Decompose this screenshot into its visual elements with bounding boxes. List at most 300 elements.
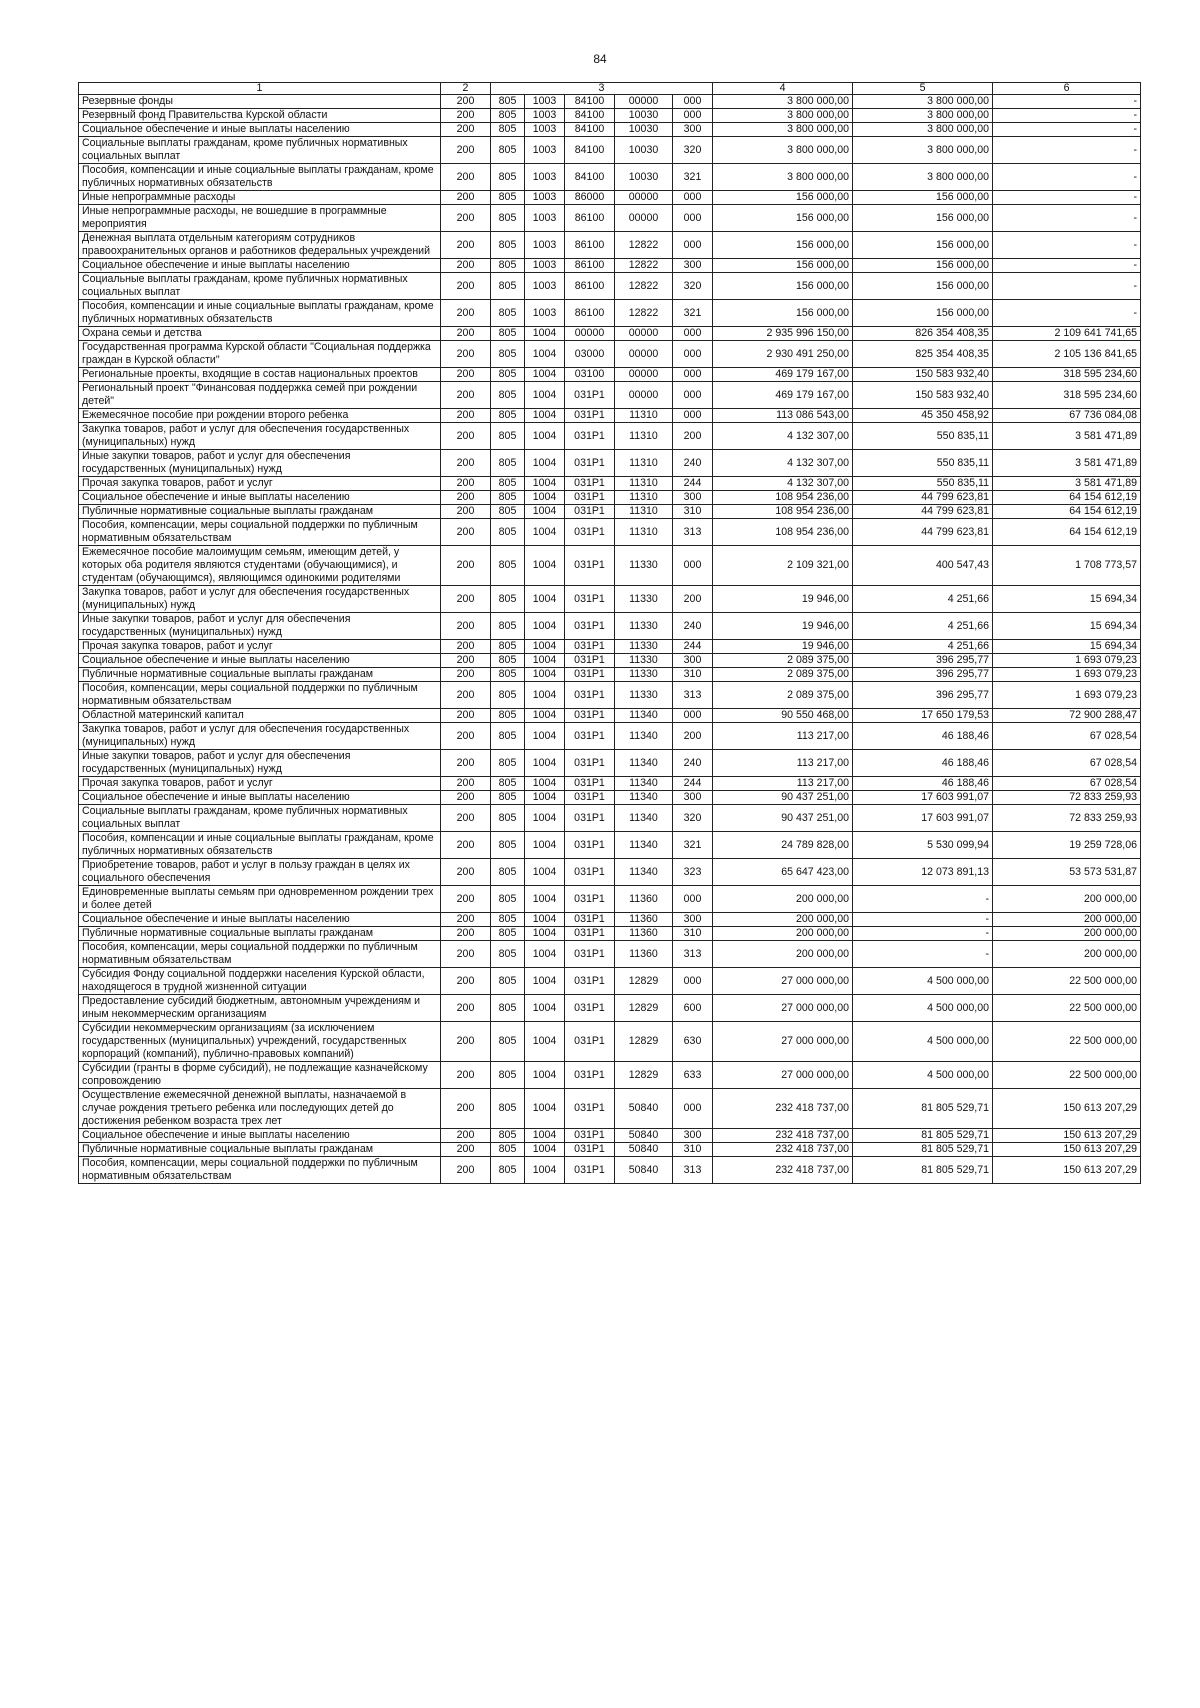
code-cell: 1003 [525,164,565,191]
code-cell: 600 [673,995,713,1022]
code-cell: 000 [673,546,713,586]
code-cell: 12822 [615,273,673,300]
amount-cell: 200 000,00 [713,927,853,941]
table-row [79,859,1141,886]
code-cell: 200 [673,423,713,450]
amount-cell: 19 946,00 [713,613,853,640]
code-cell: 11310 [615,409,673,423]
code-cell: 1004 [525,1157,565,1184]
code-cell: 000 [673,409,713,423]
code-cell: 805 [491,191,525,205]
code-cell: 1003 [525,137,565,164]
code-cell: 300 [673,913,713,927]
row-name-cell: Социальные выплаты гражданам, кроме публичных нормативных социальных выплат [79,137,441,164]
amount-cell: 113 217,00 [713,777,853,791]
code-cell: 031P1 [565,723,615,750]
amount-cell: 396 295,77 [853,682,993,709]
amount-cell: 550 835,11 [853,450,993,477]
code-cell: 805 [491,232,525,259]
code-cell: 805 [491,654,525,668]
code-cell: 310 [673,927,713,941]
code-cell: 300 [673,491,713,505]
row-name-cell: Пособия, компенсации, меры социальной поддержки по публичным нормативным обязательствам [79,1157,441,1184]
table-row [79,1062,1141,1089]
code-cell: 1004 [525,995,565,1022]
table-row [79,191,1141,205]
amount-cell: 72 833 259,93 [993,791,1141,805]
row-name-cell: Социальное обеспечение и иные выплаты населению [79,123,441,137]
code-cell: 84100 [565,137,615,164]
code-cell: 000 [673,327,713,341]
amount-cell: 156 000,00 [713,232,853,259]
code-cell: 031P1 [565,832,615,859]
code-cell: 300 [673,791,713,805]
table-row [79,450,1141,477]
amount-cell: 200 000,00 [993,913,1141,927]
amount-cell: 2 935 996 150,00 [713,327,853,341]
code-cell: 1004 [525,586,565,613]
amount-cell: 81 805 529,71 [853,1129,993,1143]
code-grbs-cell: 200 [441,232,491,259]
table-row [79,777,1141,791]
code-cell: 1004 [525,927,565,941]
amount-cell: 550 835,11 [853,477,993,491]
table-row [79,682,1141,709]
amount-cell: 3 800 000,00 [853,123,993,137]
code-cell: 1003 [525,259,565,273]
row-name-cell: Пособия, компенсации и иные социальные выплаты гражданам, кроме публичных нормативных обязательств [79,164,441,191]
amount-cell: 81 805 529,71 [853,1157,993,1184]
amount-cell: 4 251,66 [853,586,993,613]
code-cell: 805 [491,777,525,791]
amount-cell: 1 708 773,57 [993,546,1141,586]
code-cell: 11310 [615,477,673,491]
amount-cell: 17 603 991,07 [853,791,993,805]
code-cell: 11330 [615,640,673,654]
code-grbs-cell: 200 [441,613,491,640]
code-cell: 805 [491,1143,525,1157]
amount-cell: 24 789 828,00 [713,832,853,859]
amount-cell: 396 295,77 [853,668,993,682]
code-grbs-cell: 200 [441,640,491,654]
code-grbs-cell: 200 [441,968,491,995]
code-cell: 031P1 [565,995,615,1022]
code-cell: 031P1 [565,927,615,941]
table-row [79,232,1141,259]
code-cell: 50840 [615,1157,673,1184]
code-cell: 300 [673,654,713,668]
code-cell: 000 [673,968,713,995]
code-grbs-cell: 200 [441,341,491,368]
code-cell: 300 [673,1129,713,1143]
amount-cell: 113 217,00 [713,723,853,750]
amount-cell: 17 650 179,53 [853,709,993,723]
code-grbs-cell: 200 [441,259,491,273]
code-cell: 805 [491,368,525,382]
table-row [79,723,1141,750]
code-cell: 1004 [525,1143,565,1157]
amount-cell: 27 000 000,00 [713,968,853,995]
row-name-cell: Осуществление ежемесячной денежной выплаты, назначаемой в случае рождения третьего ребенка или последующих детей до достижения ребенком возраста трех лет [79,1089,441,1129]
code-cell: 805 [491,95,525,109]
code-cell: 86100 [565,259,615,273]
amount-cell: 113 217,00 [713,750,853,777]
table-row [79,995,1141,1022]
code-cell: 1004 [525,1129,565,1143]
code-cell: 11310 [615,505,673,519]
row-name-cell: Социальное обеспечение и иные выплаты населению [79,1129,441,1143]
amount-cell: 150 583 932,40 [853,382,993,409]
amount-cell: 81 805 529,71 [853,1089,993,1129]
code-cell: 805 [491,519,525,546]
code-cell: 1003 [525,300,565,327]
code-cell: 1004 [525,1022,565,1062]
code-grbs-cell: 200 [441,164,491,191]
amount-cell: 3 800 000,00 [713,109,853,123]
code-cell: 805 [491,668,525,682]
code-cell: 11340 [615,859,673,886]
table-row [79,613,1141,640]
amount-cell: 64 154 612,19 [993,519,1141,546]
table-row [79,382,1141,409]
code-cell: 10030 [615,109,673,123]
amount-cell: 108 954 236,00 [713,505,853,519]
code-cell: 1004 [525,682,565,709]
code-grbs-cell: 200 [441,586,491,613]
code-cell: 1004 [525,709,565,723]
amount-cell: 318 595 234,60 [993,368,1141,382]
code-cell: 1004 [525,519,565,546]
code-cell: 000 [673,886,713,913]
code-cell: 1004 [525,1062,565,1089]
code-grbs-cell: 200 [441,1143,491,1157]
code-cell: 031P1 [565,750,615,777]
code-cell: 031P1 [565,477,615,491]
amount-cell: 4 500 000,00 [853,995,993,1022]
amount-cell: 22 500 000,00 [993,995,1141,1022]
amount-cell: - [853,927,993,941]
code-cell: 200 [673,586,713,613]
row-name-cell: Социальные выплаты гражданам, кроме публичных нормативных социальных выплат [79,805,441,832]
code-cell: 031P1 [565,668,615,682]
code-cell: 320 [673,805,713,832]
code-cell: 11330 [615,654,673,668]
code-cell: 00000 [615,327,673,341]
code-cell: 000 [673,709,713,723]
code-cell: 12829 [615,968,673,995]
code-cell: 805 [491,927,525,941]
amount-cell: 156 000,00 [853,232,993,259]
code-cell: 84100 [565,164,615,191]
code-cell: 1004 [525,491,565,505]
amount-cell: 826 354 408,35 [853,327,993,341]
amount-cell: - [853,913,993,927]
table-row [79,805,1141,832]
code-grbs-cell: 200 [441,477,491,491]
code-grbs-cell: 200 [441,123,491,137]
table-row [79,886,1141,913]
code-grbs-cell: 200 [441,95,491,109]
row-name-cell: Социальное обеспечение и иные выплаты населению [79,491,441,505]
amount-cell: 150 613 207,29 [993,1129,1141,1143]
code-cell: 805 [491,123,525,137]
code-cell: 805 [491,1022,525,1062]
row-name-cell: Пособия, компенсации, меры социальной поддержки по публичным нормативным обязательствам [79,519,441,546]
amount-cell: 200 000,00 [713,913,853,927]
row-name-cell: Иные закупки товаров, работ и услуг для обеспечения государственных (муниципальных) нужд [79,450,441,477]
code-cell: 031P1 [565,1089,615,1129]
code-grbs-cell: 200 [441,368,491,382]
code-cell: 11330 [615,682,673,709]
amount-cell: 90 437 251,00 [713,805,853,832]
code-cell: 000 [673,1089,713,1129]
amount-cell: 150 613 207,29 [993,1089,1141,1129]
code-cell: 11340 [615,832,673,859]
code-cell: 000 [673,382,713,409]
row-name-cell: Прочая закупка товаров, работ и услуг [79,640,441,654]
code-cell: 000 [673,232,713,259]
code-cell: 1004 [525,409,565,423]
code-cell: 240 [673,613,713,640]
code-cell: 805 [491,505,525,519]
code-cell: 805 [491,1129,525,1143]
code-cell: 031P1 [565,941,615,968]
code-cell: 200 [673,723,713,750]
amount-cell: 150 613 207,29 [993,1143,1141,1157]
code-cell: 11310 [615,491,673,505]
amount-cell: 3 800 000,00 [713,137,853,164]
code-cell: 1004 [525,791,565,805]
row-name-cell: Публичные нормативные социальные выплаты гражданам [79,505,441,519]
table-row [79,423,1141,450]
code-cell: 1004 [525,382,565,409]
amount-cell: 4 132 307,00 [713,423,853,450]
amount-cell: 46 188,46 [853,777,993,791]
code-cell: 805 [491,1062,525,1089]
row-name-cell: Пособия, компенсации, меры социальной поддержки по публичным нормативным обязательствам [79,682,441,709]
table-row [79,409,1141,423]
code-cell: 1004 [525,968,565,995]
amount-cell: 4 500 000,00 [853,968,993,995]
row-name-cell: Резервные фонды [79,95,441,109]
row-name-cell: Прочая закупка товаров, работ и услуг [79,777,441,791]
code-cell: 11310 [615,423,673,450]
code-cell: 310 [673,505,713,519]
amount-cell: 72 833 259,93 [993,805,1141,832]
code-cell: 244 [673,477,713,491]
amount-cell: 2 089 375,00 [713,654,853,668]
amount-cell: 5 530 099,94 [853,832,993,859]
code-cell: 805 [491,805,525,832]
amount-cell: 3 800 000,00 [853,137,993,164]
amount-cell: 67 028,54 [993,777,1141,791]
code-cell: 321 [673,300,713,327]
amount-cell: 156 000,00 [853,259,993,273]
code-cell: 805 [491,709,525,723]
amount-cell: 72 900 288,47 [993,709,1141,723]
column-header: 4 [713,83,853,95]
row-name-cell: Субсидии (гранты в форме субсидий), не подлежащие казначейскому сопровождению [79,1062,441,1089]
code-grbs-cell: 200 [441,777,491,791]
table-row [79,505,1141,519]
amount-cell: 15 694,34 [993,613,1141,640]
row-name-cell: Прочая закупка товаров, работ и услуг [79,477,441,491]
code-cell: 1003 [525,191,565,205]
amount-cell: 64 154 612,19 [993,491,1141,505]
amount-cell: 4 132 307,00 [713,477,853,491]
code-cell: 03100 [565,368,615,382]
code-grbs-cell: 200 [441,750,491,777]
code-grbs-cell: 200 [441,450,491,477]
amount-cell: 22 500 000,00 [993,1022,1141,1062]
amount-cell: 22 500 000,00 [993,968,1141,995]
code-cell: 000 [673,95,713,109]
row-name-cell: Закупка товаров, работ и услуг для обеспечения государственных (муниципальных) нужд [79,423,441,450]
code-cell: 321 [673,164,713,191]
amount-cell: - [993,164,1141,191]
amount-cell: 4 500 000,00 [853,1062,993,1089]
amount-cell: 318 595 234,60 [993,382,1141,409]
table-row [79,1089,1141,1129]
amount-cell: 2 109 321,00 [713,546,853,586]
code-cell: 805 [491,546,525,586]
code-cell: 630 [673,1022,713,1062]
table-row [79,791,1141,805]
table-row [79,368,1141,382]
code-cell: 11340 [615,709,673,723]
code-cell: 323 [673,859,713,886]
code-cell: 12822 [615,232,673,259]
code-cell: 313 [673,682,713,709]
row-name-cell: Публичные нормативные социальные выплаты гражданам [79,1143,441,1157]
code-cell: 031P1 [565,805,615,832]
amount-cell: - [853,886,993,913]
code-cell: 11360 [615,886,673,913]
table-row [79,586,1141,613]
code-grbs-cell: 200 [441,1062,491,1089]
amount-cell: 232 418 737,00 [713,1089,853,1129]
code-cell: 313 [673,941,713,968]
code-cell: 320 [673,273,713,300]
code-cell: 805 [491,968,525,995]
code-grbs-cell: 200 [441,709,491,723]
code-cell: 031P1 [565,382,615,409]
amount-cell: 44 799 623,81 [853,491,993,505]
amount-cell: 156 000,00 [853,273,993,300]
amount-cell: 67 736 084,08 [993,409,1141,423]
code-cell: 805 [491,423,525,450]
code-cell: 000 [673,205,713,232]
table-header-row [79,83,1141,95]
code-cell: 12822 [615,300,673,327]
amount-cell: 156 000,00 [713,300,853,327]
row-name-cell: Предоставление субсидий бюджетным, автономным учреждениям и иным некоммерческим организациям [79,995,441,1022]
code-grbs-cell: 200 [441,723,491,750]
table-row [79,750,1141,777]
amount-cell: 3 800 000,00 [713,123,853,137]
amount-cell: 113 086 543,00 [713,409,853,423]
table-row [79,273,1141,300]
page-number: 84 [593,52,607,66]
code-cell: 1004 [525,368,565,382]
code-cell: 1004 [525,750,565,777]
row-name-cell: Ежемесячное пособие малоимущим семьям, имеющим детей, у которых оба родителя являются студентами (обучающимися), и студентам (обучающимся), являющимся одинокими родителями [79,546,441,586]
code-cell: 10030 [615,123,673,137]
code-cell: 031P1 [565,777,615,791]
amount-cell: 3 581 471,89 [993,450,1141,477]
code-cell: 805 [491,613,525,640]
amount-cell: 19 946,00 [713,586,853,613]
code-cell: 031P1 [565,913,615,927]
code-cell: 805 [491,859,525,886]
row-name-cell: Публичные нормативные социальные выплаты гражданам [79,927,441,941]
amount-cell: 1 693 079,23 [993,682,1141,709]
amount-cell: 232 418 737,00 [713,1143,853,1157]
table-row [79,709,1141,723]
code-cell: 1004 [525,777,565,791]
code-cell: 1004 [525,886,565,913]
table-row [79,327,1141,341]
amount-cell: 22 500 000,00 [993,1062,1141,1089]
code-cell: 031P1 [565,586,615,613]
code-cell: 000 [673,191,713,205]
row-name-cell: Социальное обеспечение и иные выплаты населению [79,654,441,668]
code-cell: 00000 [615,368,673,382]
amount-cell: 156 000,00 [713,259,853,273]
code-cell: 11340 [615,791,673,805]
code-cell: 1004 [525,423,565,450]
code-cell: 633 [673,1062,713,1089]
code-cell: 244 [673,777,713,791]
code-cell: 1004 [525,1089,565,1129]
code-cell: 240 [673,450,713,477]
column-header: 1 [79,83,441,95]
amount-cell: 3 800 000,00 [713,95,853,109]
amount-cell: - [853,941,993,968]
amount-cell: 44 799 623,81 [853,505,993,519]
code-cell: 805 [491,205,525,232]
row-name-cell: Пособия, компенсации, меры социальной поддержки по публичным нормативным обязательствам [79,941,441,968]
code-cell: 1003 [525,232,565,259]
code-cell: 86000 [565,191,615,205]
code-cell: 12829 [615,1062,673,1089]
amount-cell: 200 000,00 [713,941,853,968]
code-grbs-cell: 200 [441,300,491,327]
code-grbs-cell: 200 [441,519,491,546]
code-cell: 805 [491,382,525,409]
code-cell: 03000 [565,341,615,368]
amount-cell: 15 694,34 [993,586,1141,613]
code-cell: 805 [491,327,525,341]
table-row [79,519,1141,546]
code-cell: 805 [491,341,525,368]
amount-cell: 156 000,00 [853,191,993,205]
amount-cell: 90 550 468,00 [713,709,853,723]
code-cell: 805 [491,1157,525,1184]
code-cell: 11340 [615,750,673,777]
amount-cell: 3 800 000,00 [713,164,853,191]
code-grbs-cell: 200 [441,941,491,968]
amount-cell: - [993,109,1141,123]
amount-cell: 19 259 728,06 [993,832,1141,859]
amount-cell: 53 573 531,87 [993,859,1141,886]
code-cell: 11360 [615,913,673,927]
amount-cell: 550 835,11 [853,423,993,450]
amount-cell: - [993,232,1141,259]
amount-cell: 150 613 207,29 [993,1157,1141,1184]
row-name-cell: Пособия, компенсации и иные социальные выплаты гражданам, кроме публичных нормативных обязательств [79,300,441,327]
amount-cell: 1 693 079,23 [993,668,1141,682]
